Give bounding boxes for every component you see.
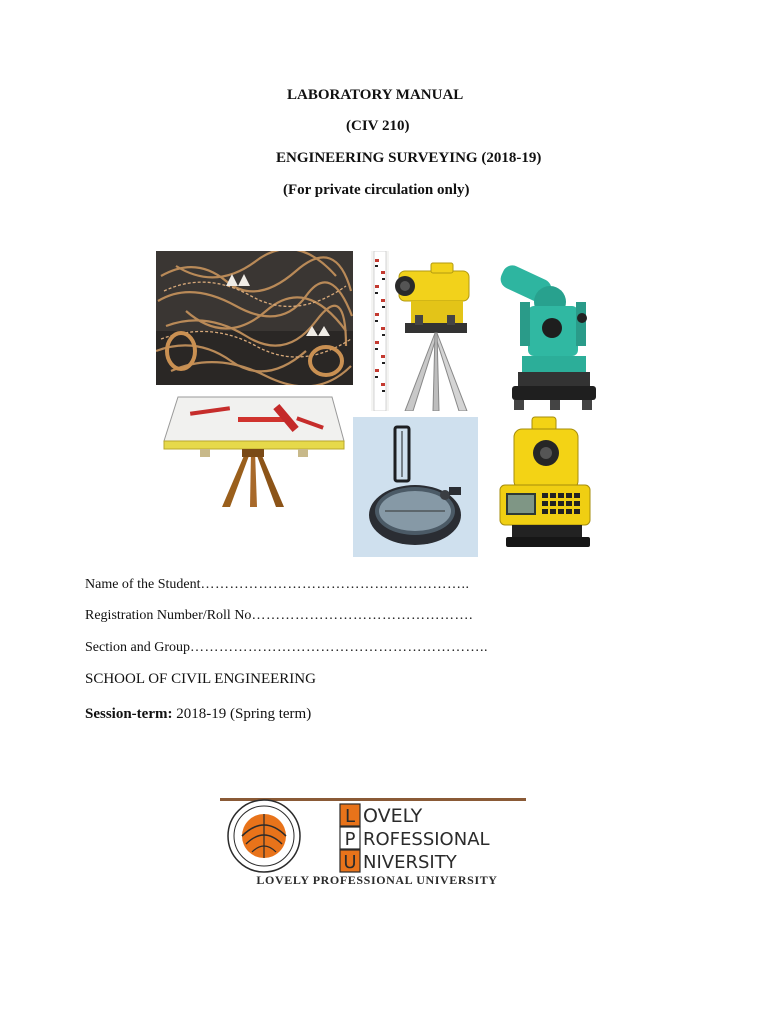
section-group-blank: …………………………………………………….. [189, 640, 488, 655]
section-group-label: Section and Group [85, 640, 190, 655]
total-station-image [492, 413, 604, 553]
logo-word-niversity: NIVERSITY [363, 852, 457, 873]
registration-number-field [85, 608, 473, 624]
logo-word-ovely: OVELY [363, 805, 423, 827]
registration-number-label: Registration Number/Roll No [85, 608, 252, 623]
logo-letter-p: P [344, 829, 356, 850]
course-code: (CIV 210) [346, 118, 410, 134]
logo-letter-u: U [343, 852, 357, 873]
logo-word-rofessional: ROFESSIONAL [363, 829, 490, 850]
session-term-label: Session-term: [85, 706, 173, 722]
session-term-value: 2018-19 (Spring term) [176, 706, 312, 722]
theodolite-image [490, 262, 600, 412]
dumpy-level-image [391, 255, 481, 411]
manual-title: LABORATORY MANUAL [287, 87, 464, 103]
registration-number-blank: ………………………………………. [251, 608, 473, 623]
circulation-note: (For private circulation only) [283, 182, 470, 198]
school-name: SCHOOL OF CIVIL ENGINEERING [85, 671, 316, 687]
prismatic-compass-image [353, 417, 478, 557]
student-name-field [85, 577, 469, 593]
logo-letter-l: L [344, 806, 356, 827]
logo-caption: LOVELY PROFESSIONAL UNIVERSITY [256, 873, 498, 887]
surveying-chain-image [156, 251, 353, 385]
student-name-label: Name of the Student [85, 577, 201, 592]
section-group-field [85, 640, 488, 656]
session-term [85, 706, 311, 723]
university-logo [212, 796, 542, 888]
levelling-staff-image [371, 251, 389, 411]
plane-table-image [160, 391, 346, 507]
course-name: ENGINEERING SURVEYING (2018-19) [276, 150, 542, 166]
student-name-blank: ……………………………………………….. [200, 577, 470, 592]
